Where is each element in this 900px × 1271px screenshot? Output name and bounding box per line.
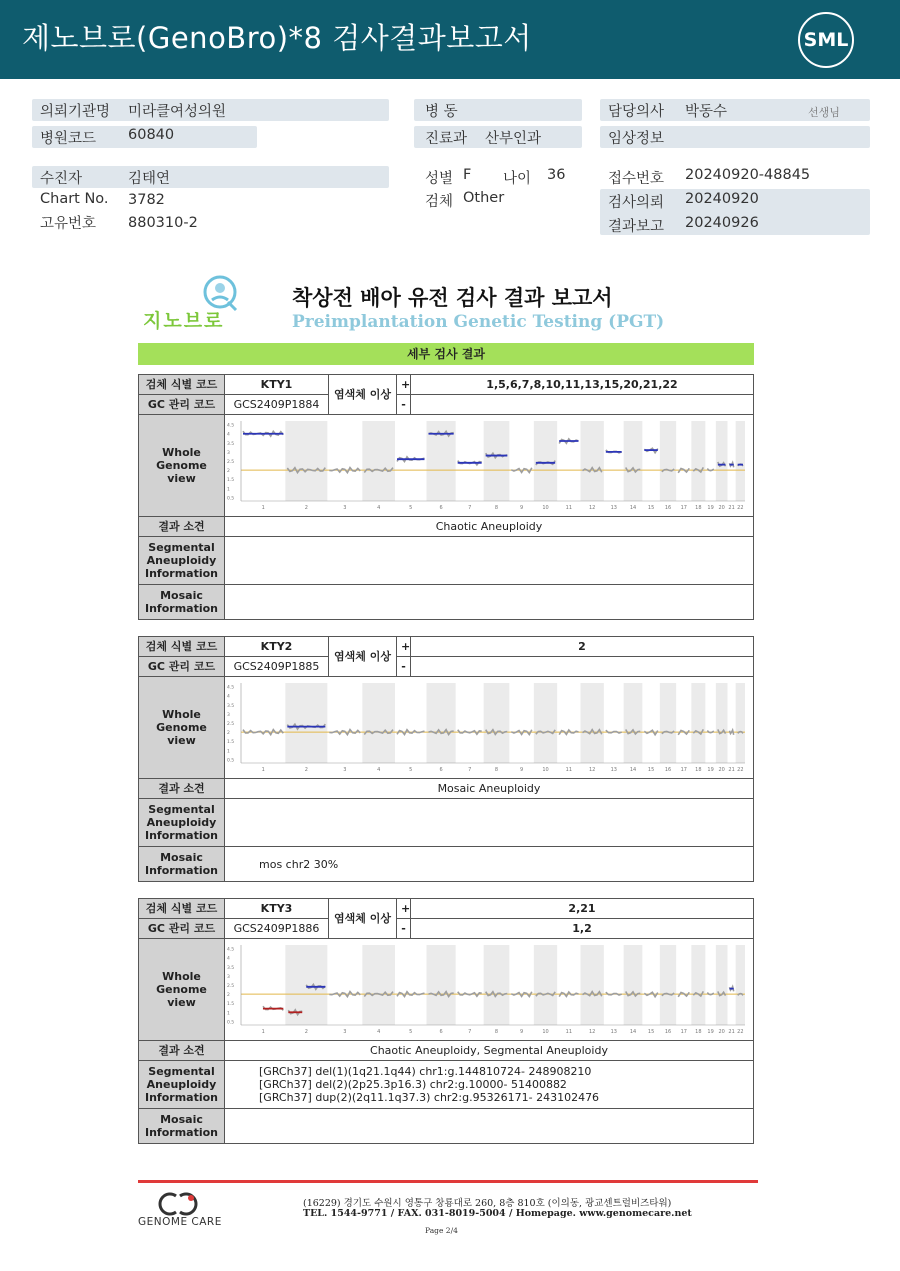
x-tick-label: 4 [377, 505, 381, 511]
x-tick-label: 5 [409, 767, 413, 773]
sample-code: KTY1 [225, 375, 329, 395]
x-tick-label: 17 [680, 1029, 687, 1035]
chromosome-band [362, 945, 395, 1025]
y-tick-label: 1 [227, 487, 230, 493]
x-tick-label: 5 [409, 1029, 413, 1035]
chromosome-band [716, 683, 728, 763]
plus-sign: + [397, 899, 411, 919]
chromosome-band [691, 683, 705, 763]
y-tick-label: 1 [227, 749, 230, 755]
chromosome-band [285, 683, 327, 763]
y-tick-label: 4 [227, 956, 230, 962]
whole-genome-cell [225, 677, 754, 779]
y-tick-label: 2.5 [227, 984, 235, 989]
segmental-value [225, 1061, 754, 1109]
clinical-label: 임상정보 [608, 131, 665, 147]
sample-code: KTY2 [225, 637, 329, 657]
x-tick-label: 16 [664, 505, 672, 511]
sample-code-label: 검체 식별 코드 [139, 899, 225, 919]
x-tick-label: 10 [542, 1029, 549, 1035]
x-tick-label: 1 [261, 1029, 265, 1035]
x-tick-label: 9 [519, 505, 524, 511]
finding-value: Mosaic Aneuploidy [225, 779, 754, 799]
genobro-logo-text: 지노브로 [143, 310, 225, 332]
x-tick-label: 2 [304, 505, 308, 511]
chromosome-band [736, 945, 745, 1025]
x-tick-label: 16 [664, 1029, 672, 1035]
x-tick-label: 6 [439, 767, 443, 773]
y-tick-label: 2 [227, 731, 230, 737]
x-tick-label: 22 [737, 505, 744, 511]
chart-value: 3782 [128, 192, 165, 208]
plus-sign: + [397, 375, 411, 395]
dept-value: 산부인과 [485, 131, 542, 147]
chromosome-band [736, 421, 745, 501]
id-label: 고유번호 [40, 216, 97, 232]
chromosome-band [581, 945, 604, 1025]
x-tick-label: 17 [680, 767, 687, 773]
cnv-trace [678, 992, 689, 997]
segmental-label: Segmental Aneuploidy Information [139, 537, 225, 585]
x-tick-label: 13 [610, 505, 617, 511]
y-tick-label: 4.5 [227, 685, 235, 691]
finding-value: Chaotic Aneuploidy [225, 517, 754, 537]
footer-divider [138, 1180, 758, 1183]
finding-label: 결과 소견 [139, 517, 225, 537]
chromosome-band [624, 945, 643, 1025]
x-tick-label: 13 [610, 1029, 617, 1035]
y-tick-label: 4 [227, 694, 230, 700]
sample-code-label: 검체 식별 코드 [139, 637, 225, 657]
hospital-code-label: 병원코드 [40, 131, 97, 147]
segmental-line: [GRCh37] del(2)(2p25.3p16.3) chr2:g.10000- 51400882 [259, 1078, 567, 1091]
result-value: 20240926 [685, 215, 759, 231]
y-tick-label: 0.5 [227, 496, 235, 502]
y-tick-label: 3.5 [227, 965, 235, 971]
chromosome-band [624, 683, 643, 763]
sample-code: KTY3 [225, 899, 329, 919]
x-tick-label: 22 [737, 1029, 744, 1035]
x-tick-label: 8 [494, 767, 499, 773]
x-tick-label: 11 [565, 1029, 573, 1035]
x-tick-label: 15 [647, 767, 655, 773]
x-tick-label: 17 [680, 505, 687, 511]
x-tick-label: 21 [728, 767, 735, 773]
gc-code-label: GC 관리 코드 [139, 395, 225, 415]
segmental-label: Segmental Aneuploidy Information [139, 799, 225, 847]
mosaic-label: Mosaic Information [139, 585, 225, 620]
x-tick-label: 2 [304, 1029, 308, 1035]
chromosome-band [285, 421, 327, 501]
x-tick-label: 4 [377, 767, 381, 773]
x-tick-label: 4 [377, 1029, 381, 1035]
chromosome-band [716, 421, 728, 501]
x-tick-label: 14 [629, 505, 637, 511]
x-tick-label: 10 [542, 767, 549, 773]
cnv-trace [678, 468, 689, 473]
report-subtitle: Preimplantation Genetic Testing (PGT) [292, 312, 665, 332]
doctor-value: 박동수 [685, 104, 728, 120]
mosaic-value [225, 1109, 754, 1144]
y-tick-label: 1.5 [227, 478, 235, 484]
segmental-line: [GRCh37] del(1)(1q21.1q44) chr1:g.144810724- 248908210 [259, 1065, 592, 1078]
mosaic-value [225, 585, 754, 620]
finding-label: 결과 소견 [139, 1041, 225, 1061]
chromosome-band [660, 683, 676, 763]
chart-label: Chart No. [40, 191, 109, 207]
whole-genome-cell [225, 415, 754, 517]
x-tick-label: 3 [343, 767, 347, 773]
chromosome-band [716, 945, 728, 1025]
x-tick-label: 18 [695, 767, 702, 773]
chromosome-band [427, 945, 456, 1025]
hospital-code-value: 60840 [128, 127, 175, 143]
x-tick-label: 20 [718, 1029, 725, 1035]
chromosome-band [534, 945, 557, 1025]
x-tick-label: 3 [343, 1029, 347, 1035]
finding-label: 결과 소견 [139, 779, 225, 799]
y-tick-label: 4.5 [227, 947, 235, 953]
request-value: 20240920 [685, 191, 759, 207]
page-number: Page 2/4 [425, 1226, 458, 1235]
gc-code: GCS2409P1885 [225, 657, 329, 677]
x-tick-label: 19 [707, 505, 714, 511]
institution-label: 의뢰기관명 [40, 104, 111, 120]
sample-table-1 [138, 374, 754, 620]
chromosome-band [581, 421, 604, 501]
plus-chromosomes: 2 [411, 637, 754, 657]
footer-address: (16229) 경기도 수원시 영통구 창룡대로 260, 8층 810호 (이의동, 광교센트럴비즈타워) [303, 1198, 672, 1209]
x-tick-label: 22 [737, 767, 744, 773]
y-tick-label: 3 [227, 450, 230, 456]
whole-genome-cell [225, 939, 754, 1041]
plus-sign: + [397, 637, 411, 657]
segmental-value [225, 537, 754, 585]
x-tick-label: 8 [494, 505, 499, 511]
mosaic-label: Mosaic Information [139, 1109, 225, 1144]
chromosome-band [484, 945, 510, 1025]
x-tick-label: 9 [519, 1029, 524, 1035]
chromosome-band [581, 683, 604, 763]
x-tick-label: 1 [261, 767, 265, 773]
chromosome-band [362, 421, 395, 501]
x-tick-label: 18 [695, 1029, 702, 1035]
y-tick-label: 4 [227, 432, 230, 438]
x-tick-label: 3 [343, 505, 347, 511]
cnv-trace [329, 730, 360, 735]
dept-label: 진료과 [425, 131, 468, 147]
minus-chromosomes [411, 657, 754, 677]
whole-genome-label: Whole Genome view [139, 939, 225, 1041]
chromosome-band [484, 683, 510, 763]
y-tick-label: 3 [227, 974, 230, 980]
genome-care-brand: GENOME CARE [138, 1216, 222, 1228]
y-tick-label: 2 [227, 469, 230, 475]
x-tick-label: 9 [519, 767, 524, 773]
receipt-value: 20240920-48845 [685, 167, 811, 183]
result-label: 결과보고 [608, 219, 665, 235]
x-tick-label: 5 [409, 505, 413, 511]
segmental-line: [GRCh37] dup(2)(2q11.1q37.3) chr2:g.95326171- 243102476 [259, 1091, 600, 1104]
x-tick-label: 19 [707, 767, 714, 773]
age-value: 36 [547, 167, 566, 183]
doctor-suffix: 선생님 [808, 106, 840, 119]
minus-sign: - [397, 395, 411, 415]
chromosome-band [660, 945, 676, 1025]
minus-chromosomes: 1,2 [411, 919, 754, 939]
doctor-label: 담당의사 [608, 104, 665, 120]
x-tick-label: 20 [718, 767, 725, 773]
cnv-trace [730, 730, 734, 735]
abnormal-label: 염색체 이상 [329, 637, 397, 677]
request-label: 검사의뢰 [608, 195, 665, 211]
y-tick-label: 2.5 [227, 460, 235, 465]
x-tick-label: 12 [588, 505, 596, 511]
age-label: 나이 [503, 171, 532, 187]
specimen-label: 검체 [425, 194, 454, 210]
gc-code-label: GC 관리 코드 [139, 919, 225, 939]
report-main-title: 착상전 배아 유전 검사 결과 보고서 [292, 286, 613, 310]
segmental-value [225, 799, 754, 847]
x-tick-label: 12 [588, 767, 596, 773]
x-tick-label: 1 [261, 505, 265, 511]
y-tick-label: 0.5 [227, 1020, 235, 1026]
x-tick-label: 2 [304, 767, 308, 773]
x-tick-label: 18 [695, 505, 702, 511]
x-tick-label: 6 [439, 505, 443, 511]
y-tick-label: 3.5 [227, 703, 235, 709]
x-tick-label: 20 [718, 505, 725, 511]
x-tick-label: 10 [542, 505, 549, 511]
mosaic-value: mos chr2 30% [225, 847, 754, 882]
receipt-label: 접수번호 [608, 171, 665, 187]
chromosome-band [534, 421, 557, 501]
chromosome-band [736, 683, 745, 763]
x-tick-label: 15 [647, 1029, 655, 1035]
x-tick-label: 16 [664, 767, 672, 773]
mosaic-label: Mosaic Information [139, 847, 225, 882]
segmental-label: Segmental Aneuploidy Information [139, 1061, 225, 1109]
sample-code-label: 검체 식별 코드 [139, 375, 225, 395]
x-tick-label: 7 [468, 767, 472, 773]
y-tick-label: 3 [227, 712, 230, 718]
cnv-trace [678, 730, 689, 735]
x-tick-label: 7 [468, 505, 472, 511]
patient-label: 수진자 [40, 171, 83, 187]
x-tick-label: 11 [565, 505, 573, 511]
y-tick-label: 0.5 [227, 758, 235, 764]
plus-chromosomes: 2,21 [411, 899, 754, 919]
x-tick-label: 14 [629, 767, 637, 773]
chromosome-band [534, 683, 557, 763]
section-title: 세부 검사 결과 [138, 343, 754, 365]
finding-value: Chaotic Aneuploidy, Segmental Aneuploidy [225, 1041, 754, 1061]
minus-sign: - [397, 657, 411, 677]
minus-chromosomes [411, 395, 754, 415]
y-tick-label: 2.5 [227, 722, 235, 727]
y-tick-label: 4.5 [227, 423, 235, 429]
y-tick-label: 2 [227, 993, 230, 999]
y-tick-label: 1.5 [227, 740, 235, 746]
x-tick-label: 11 [565, 767, 573, 773]
whole-genome-plot [225, 939, 753, 1037]
x-tick-label: 15 [647, 505, 655, 511]
report-header [0, 0, 900, 79]
abnormal-label: 염색체 이상 [329, 375, 397, 415]
x-tick-label: 19 [707, 1029, 714, 1035]
y-tick-label: 1 [227, 1011, 230, 1017]
abnormal-label: 염색체 이상 [329, 899, 397, 939]
specimen-value: Other [463, 190, 505, 206]
y-tick-label: 1.5 [227, 1002, 235, 1008]
sample-table-3 [138, 898, 754, 1144]
minus-sign: - [397, 919, 411, 939]
institution-value: 미라클여성의원 [128, 104, 227, 120]
report-title: 제노브로(GenoBro)*8 검사결과보고서 [22, 21, 532, 55]
patient-row-bg [32, 166, 389, 188]
sample-table-2 [138, 636, 754, 882]
patient-value: 김태연 [128, 171, 171, 187]
chromosome-band [660, 421, 676, 501]
plus-chromosomes: 1,5,6,7,8,10,11,13,15,20,21,22 [411, 375, 754, 395]
cnv-trace [329, 992, 360, 997]
whole-genome-label: Whole Genome view [139, 677, 225, 779]
whole-genome-label: Whole Genome view [139, 415, 225, 517]
id-value: 880310-2 [128, 215, 198, 231]
whole-genome-plot [225, 677, 753, 775]
chromosome-band [624, 421, 643, 501]
x-tick-label: 6 [439, 1029, 443, 1035]
x-tick-label: 8 [494, 1029, 499, 1035]
x-tick-label: 21 [728, 1029, 735, 1035]
gc-code: GCS2409P1884 [225, 395, 329, 415]
ward-label: 병 동 [425, 104, 458, 120]
gc-code-label: GC 관리 코드 [139, 657, 225, 677]
y-tick-label: 3.5 [227, 441, 235, 447]
cnv-trace [329, 468, 360, 473]
x-tick-label: 14 [629, 1029, 637, 1035]
whole-genome-plot [225, 415, 753, 513]
chromosome-band [362, 683, 395, 763]
chromosome-band [427, 683, 456, 763]
sex-value: F [463, 167, 472, 183]
footer-contact: TEL. 1544-9771 / FAX. 031-8019-5004 / Homepage. www.genomecare.net [303, 1208, 692, 1219]
chromosome-band [484, 421, 510, 501]
sex-label: 성별 [425, 171, 454, 187]
gc-code: GCS2409P1886 [225, 919, 329, 939]
chromosome-band [691, 945, 705, 1025]
x-tick-label: 12 [588, 1029, 596, 1035]
x-tick-label: 13 [610, 767, 617, 773]
chromosome-band [691, 421, 705, 501]
x-tick-label: 21 [728, 505, 735, 511]
x-tick-label: 7 [468, 1029, 472, 1035]
sml-logo: SML [798, 12, 854, 68]
